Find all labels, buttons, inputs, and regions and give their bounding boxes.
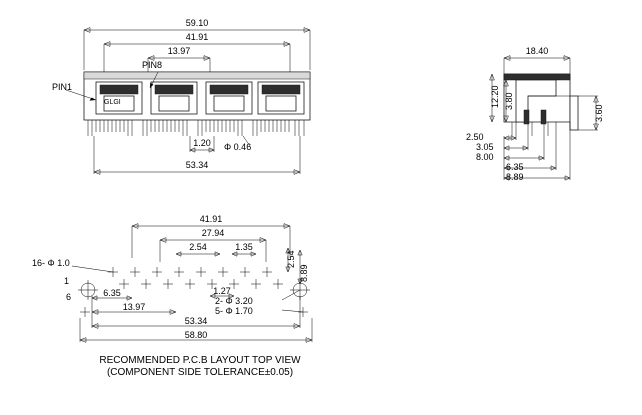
dim-pcb-2-54-v: 2.54 [286,250,296,268]
note-16-holes: 16- Φ 1.0 [32,258,70,268]
dim-side-3-60: 3.60 [594,104,604,122]
dim-front-41-91: 41.91 [185,32,209,42]
dim-side-8-00: 8.00 [476,152,494,162]
note-5-holes: 5- Φ 1.70 [215,306,253,316]
dim-pcb-2-54: 2.54 [189,242,207,252]
dim-front-53-34: 53.34 [185,160,209,170]
dim-pcb-6-35: 6.35 [103,288,121,298]
dim-front-13-97: 13.97 [167,46,191,56]
dim-side-3-05: 3.05 [476,142,494,152]
mark-1: 1 [64,276,70,286]
dim-side-8-89: 8.89 [506,172,524,182]
dim-side-2-50: 2.50 [466,132,484,142]
label-pin8: PIN8 [142,60,163,70]
dim-pcb-58-80: 58.80 [184,330,208,340]
logo-glgi: GLGI [104,99,121,106]
dim-pcb-27-94: 27.94 [201,228,225,238]
label-pin1: PIN1 [52,82,73,92]
dim-side-3-80: 3.80 [504,92,514,110]
dim-pcb-13-97: 13.97 [122,302,146,312]
dim-pcb-53-34: 53.34 [184,316,208,326]
note-hole-046: Φ 0.46 [224,142,252,152]
dim-pcb-1-35: 1.35 [235,242,253,252]
dim-side-18-40: 18.40 [525,46,549,56]
pcb-caption-line1: RECOMMENDED P.C.B LAYOUT TOP VIEW [99,355,301,366]
dim-pcb-41-91: 41.91 [199,214,223,224]
dim-front-1-20: 1.20 [193,138,211,148]
dim-pcb-1-27: 1.27 [213,286,231,296]
dim-side-12-20: 12.20 [490,85,500,108]
dim-side-6-35: 6.35 [506,162,524,172]
dim-pcb-8-89: 8.89 [299,264,309,282]
dim-front-59-10: 59.10 [185,18,209,28]
pcb-caption-line2: (COMPONENT SIDE TOLERANCE±0.05) [106,367,294,378]
mark-6: 6 [66,292,72,302]
note-2-holes: 2- Φ 3.20 [215,296,253,306]
